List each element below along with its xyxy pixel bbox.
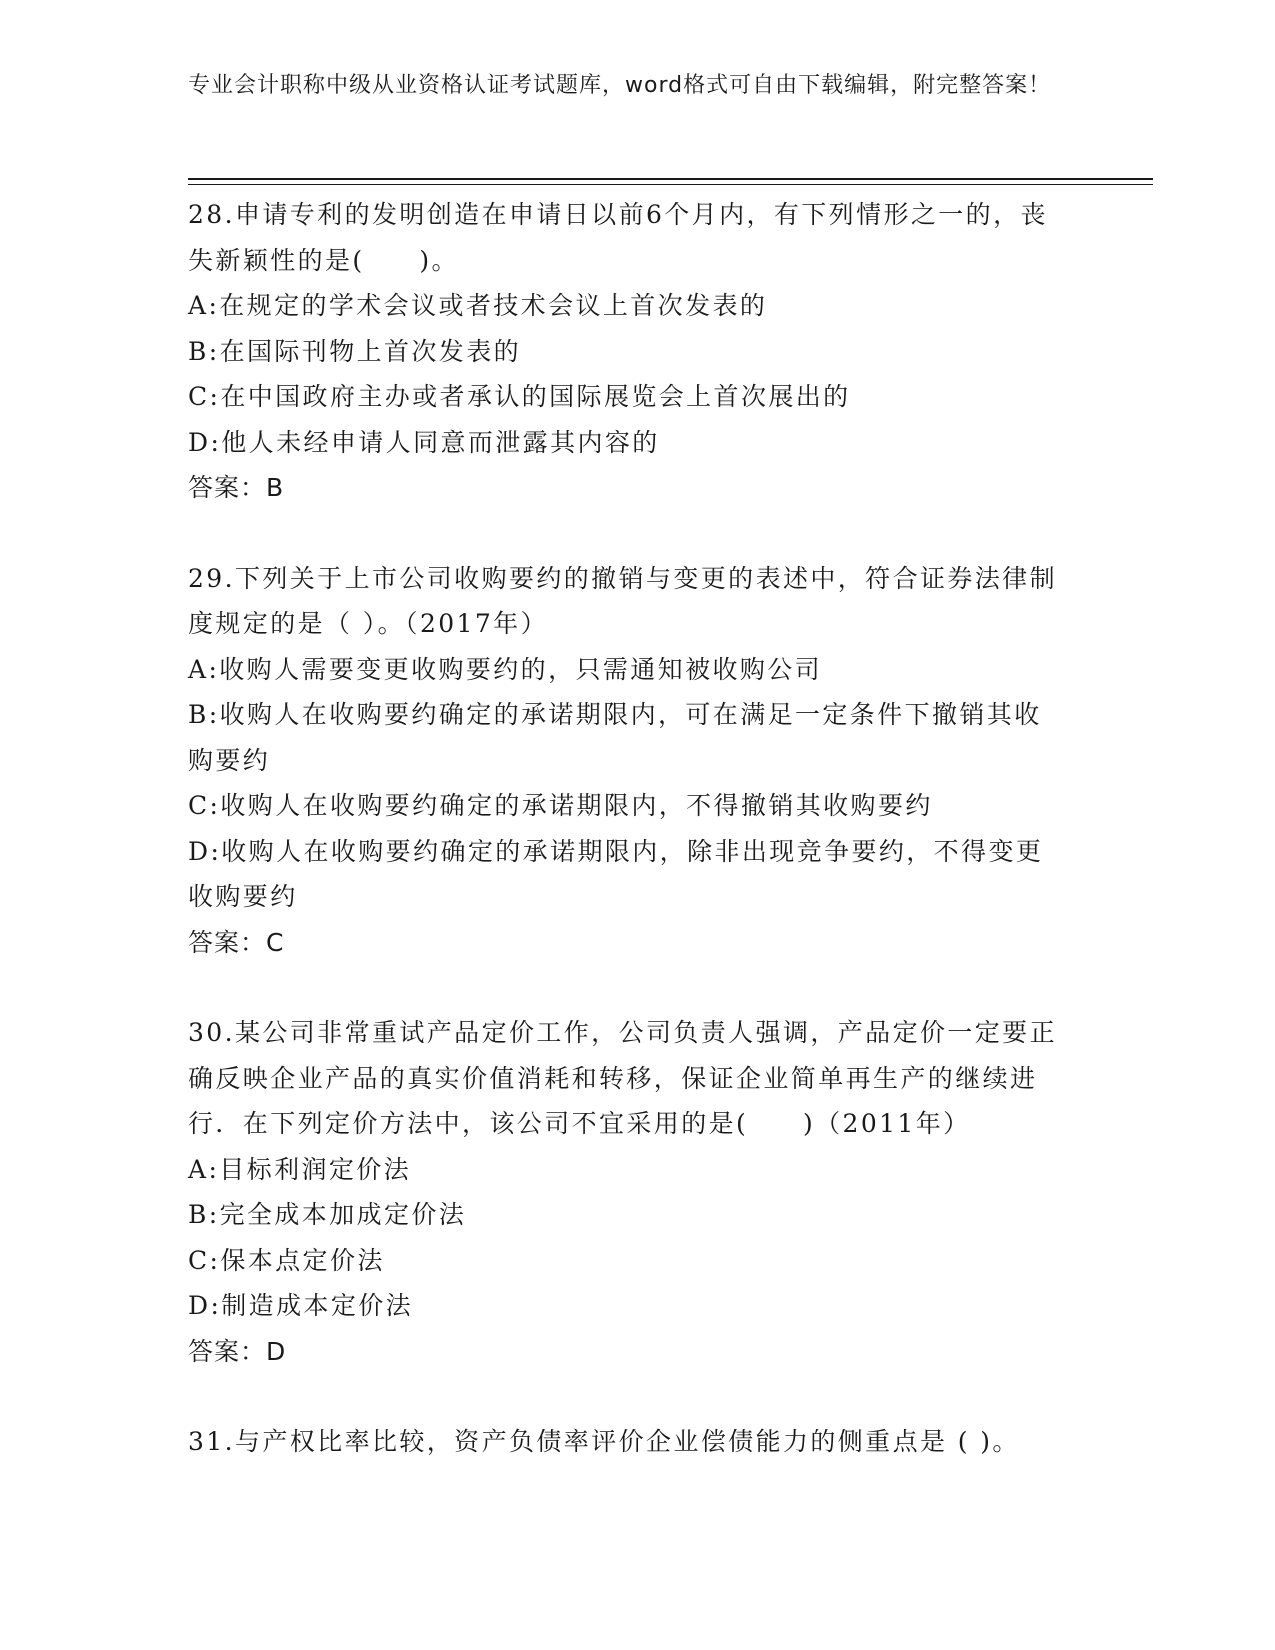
- option-b: B:在国际刊物上首次发表的: [188, 336, 521, 366]
- option-c: C:保本点定价法: [188, 1245, 385, 1275]
- option-a: A:目标利润定价法: [188, 1154, 412, 1184]
- question-number: 29.: [188, 563, 235, 593]
- question-text: 下列关于上市公司收购要约的撤销与变更的表述中，符合证券法律制度规定的是（ ）。（2017年）: [188, 563, 1057, 638]
- answer-line: 答案：D: [188, 1336, 287, 1366]
- header-divider-thick: [188, 178, 1153, 180]
- question-stem: [188, 556, 1068, 647]
- answer-line: 答案：C: [188, 927, 285, 957]
- option-a: A:收购人需要变更收购要约的，只需通知被收购公司: [188, 654, 823, 684]
- question-text: 某公司非常重试产品定价工作，公司负责人强调，产品定价一定要正确反映企业产品的真实价值消耗和转移，保证企业简单再生产的继续进行．在下列定价方法中，该公司不宜采用的是( )（2011年）: [188, 1018, 1057, 1138]
- question-number: 30.: [188, 1018, 235, 1047]
- option-a: A:在规定的学术会议或者技术会议上首次发表的: [188, 291, 768, 320]
- option-c: C:收购人在收购要约确定的承诺期限内，不得撤销其收购要约: [188, 791, 933, 820]
- question-text: 申请专利的发明创造在申请日以前6个月内，有下列情形之一的，丧失新颖性的是( )。: [188, 200, 1048, 275]
- header-divider-thin: [188, 184, 1153, 185]
- option-b: B:完全成本加成定价法: [188, 1200, 467, 1229]
- question-31: [188, 1419, 1068, 1465]
- option-d: D:制造成本定价法: [188, 1291, 414, 1320]
- answer-line: 答案：B: [188, 473, 285, 502]
- option-c: C:在中国政府主办或者承认的国际展览会上首次展出的: [188, 382, 851, 411]
- page-header: [188, 70, 1068, 102]
- question-29: [188, 556, 1068, 966]
- question-stem: [188, 192, 1068, 283]
- question-stem: [188, 1419, 1068, 1465]
- header-text: 专业会计职称中级从业资格认证考试题库，word格式可自由下载编辑，附完整答案！: [188, 73, 1052, 98]
- question-text: 与产权比率比较，资产负债率评价企业偿债能力的侧重点是 ( )。: [234, 1427, 1020, 1456]
- question-stem: [188, 1010, 1068, 1147]
- question-number: 28.: [188, 200, 235, 229]
- option-d: D:他人未经申请人同意而泄露其内容的: [188, 427, 660, 457]
- question-28: [188, 192, 1068, 511]
- option-d: D:收购人在收购要约确定的承诺期限内，除非出现竞争要约，不得变更收购要约: [188, 836, 1044, 911]
- question-30: [188, 1010, 1068, 1374]
- question-number: 31.: [188, 1427, 235, 1456]
- option-b: B:收购人在收购要约确定的承诺期限内，可在满足一定条件下撤销其收购要约: [188, 700, 1042, 775]
- question-list: [188, 192, 1068, 1510]
